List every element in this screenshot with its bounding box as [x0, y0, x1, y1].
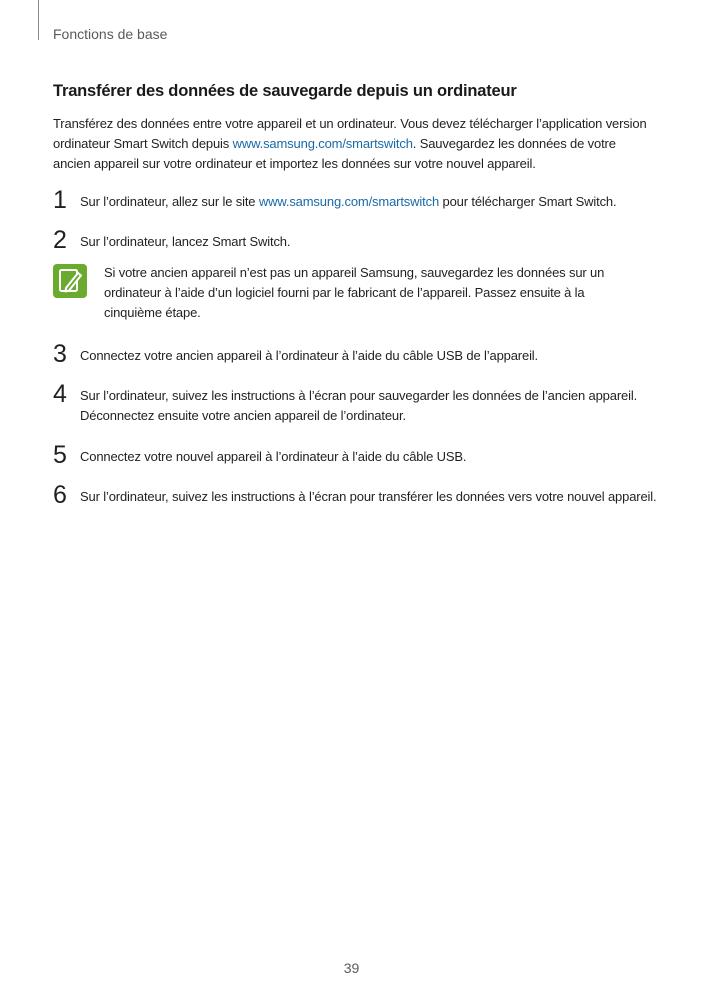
intro-text-after: . Sauvegardez les données de votre ancien appareil sur votre ordinateur et importez les données sur votre nouvel appareil.: [53, 136, 616, 171]
note-pencil-icon: [53, 264, 87, 298]
step-text: Sur l’ordinateur, suivez les instructions à l’écran pour sauvegarder les données de l’ancien appareil. Déconnectez ensuite votre ancien appareil de l’ordinateur.: [80, 388, 638, 423]
step-number: 1: [53, 186, 67, 214]
header-divider: [38, 0, 39, 40]
page-title: Transférer des données de sauvegarde depuis un ordinateur: [53, 82, 517, 100]
intro-paragraph: [53, 114, 653, 174]
intro-text-before: Transférez des données entre votre appareil et un ordinateur. Vous devez télécharger l’application version ordinateur Smart Switch depuis: [53, 116, 647, 151]
step-number: 3: [53, 340, 67, 368]
step-number: 2: [53, 226, 67, 254]
section-title: Fonctions de base: [53, 26, 168, 42]
step-number: 5: [53, 441, 67, 469]
step-text: Sur l’ordinateur, lancez Smart Switch.: [80, 234, 291, 249]
step-link[interactable]: www.samsung.com/smartswitch: [258, 194, 440, 209]
intro-link[interactable]: www.samsung.com/smartswitch: [232, 136, 413, 151]
step-text: Connectez votre ancien appareil à l’ordinateur à l’aide du câble USB de l’appareil.: [80, 348, 539, 363]
note-text: Si votre ancien appareil n’est pas un appareil Samsung, sauvegardez les données sur un ordinateur à l’aide d’un logiciel fourni par le fabricant de l’appareil. Passez ensuite à la cinquième étape.: [104, 265, 605, 320]
step-text-after: pour télécharger Smart Switch.: [439, 194, 617, 209]
step-text-before: Sur l’ordinateur, allez sur le site: [80, 194, 259, 209]
step-number: 6: [53, 481, 67, 509]
page-number: 39: [343, 960, 360, 976]
step-text: [80, 192, 660, 212]
step-number: 4: [53, 380, 67, 408]
step-text: Sur l’ordinateur, suivez les instructions à l’écran pour transférer les données vers votre nouvel appareil.: [80, 489, 657, 504]
step-text: Connectez votre nouvel appareil à l’ordinateur à l’aide du câble USB.: [80, 449, 467, 464]
